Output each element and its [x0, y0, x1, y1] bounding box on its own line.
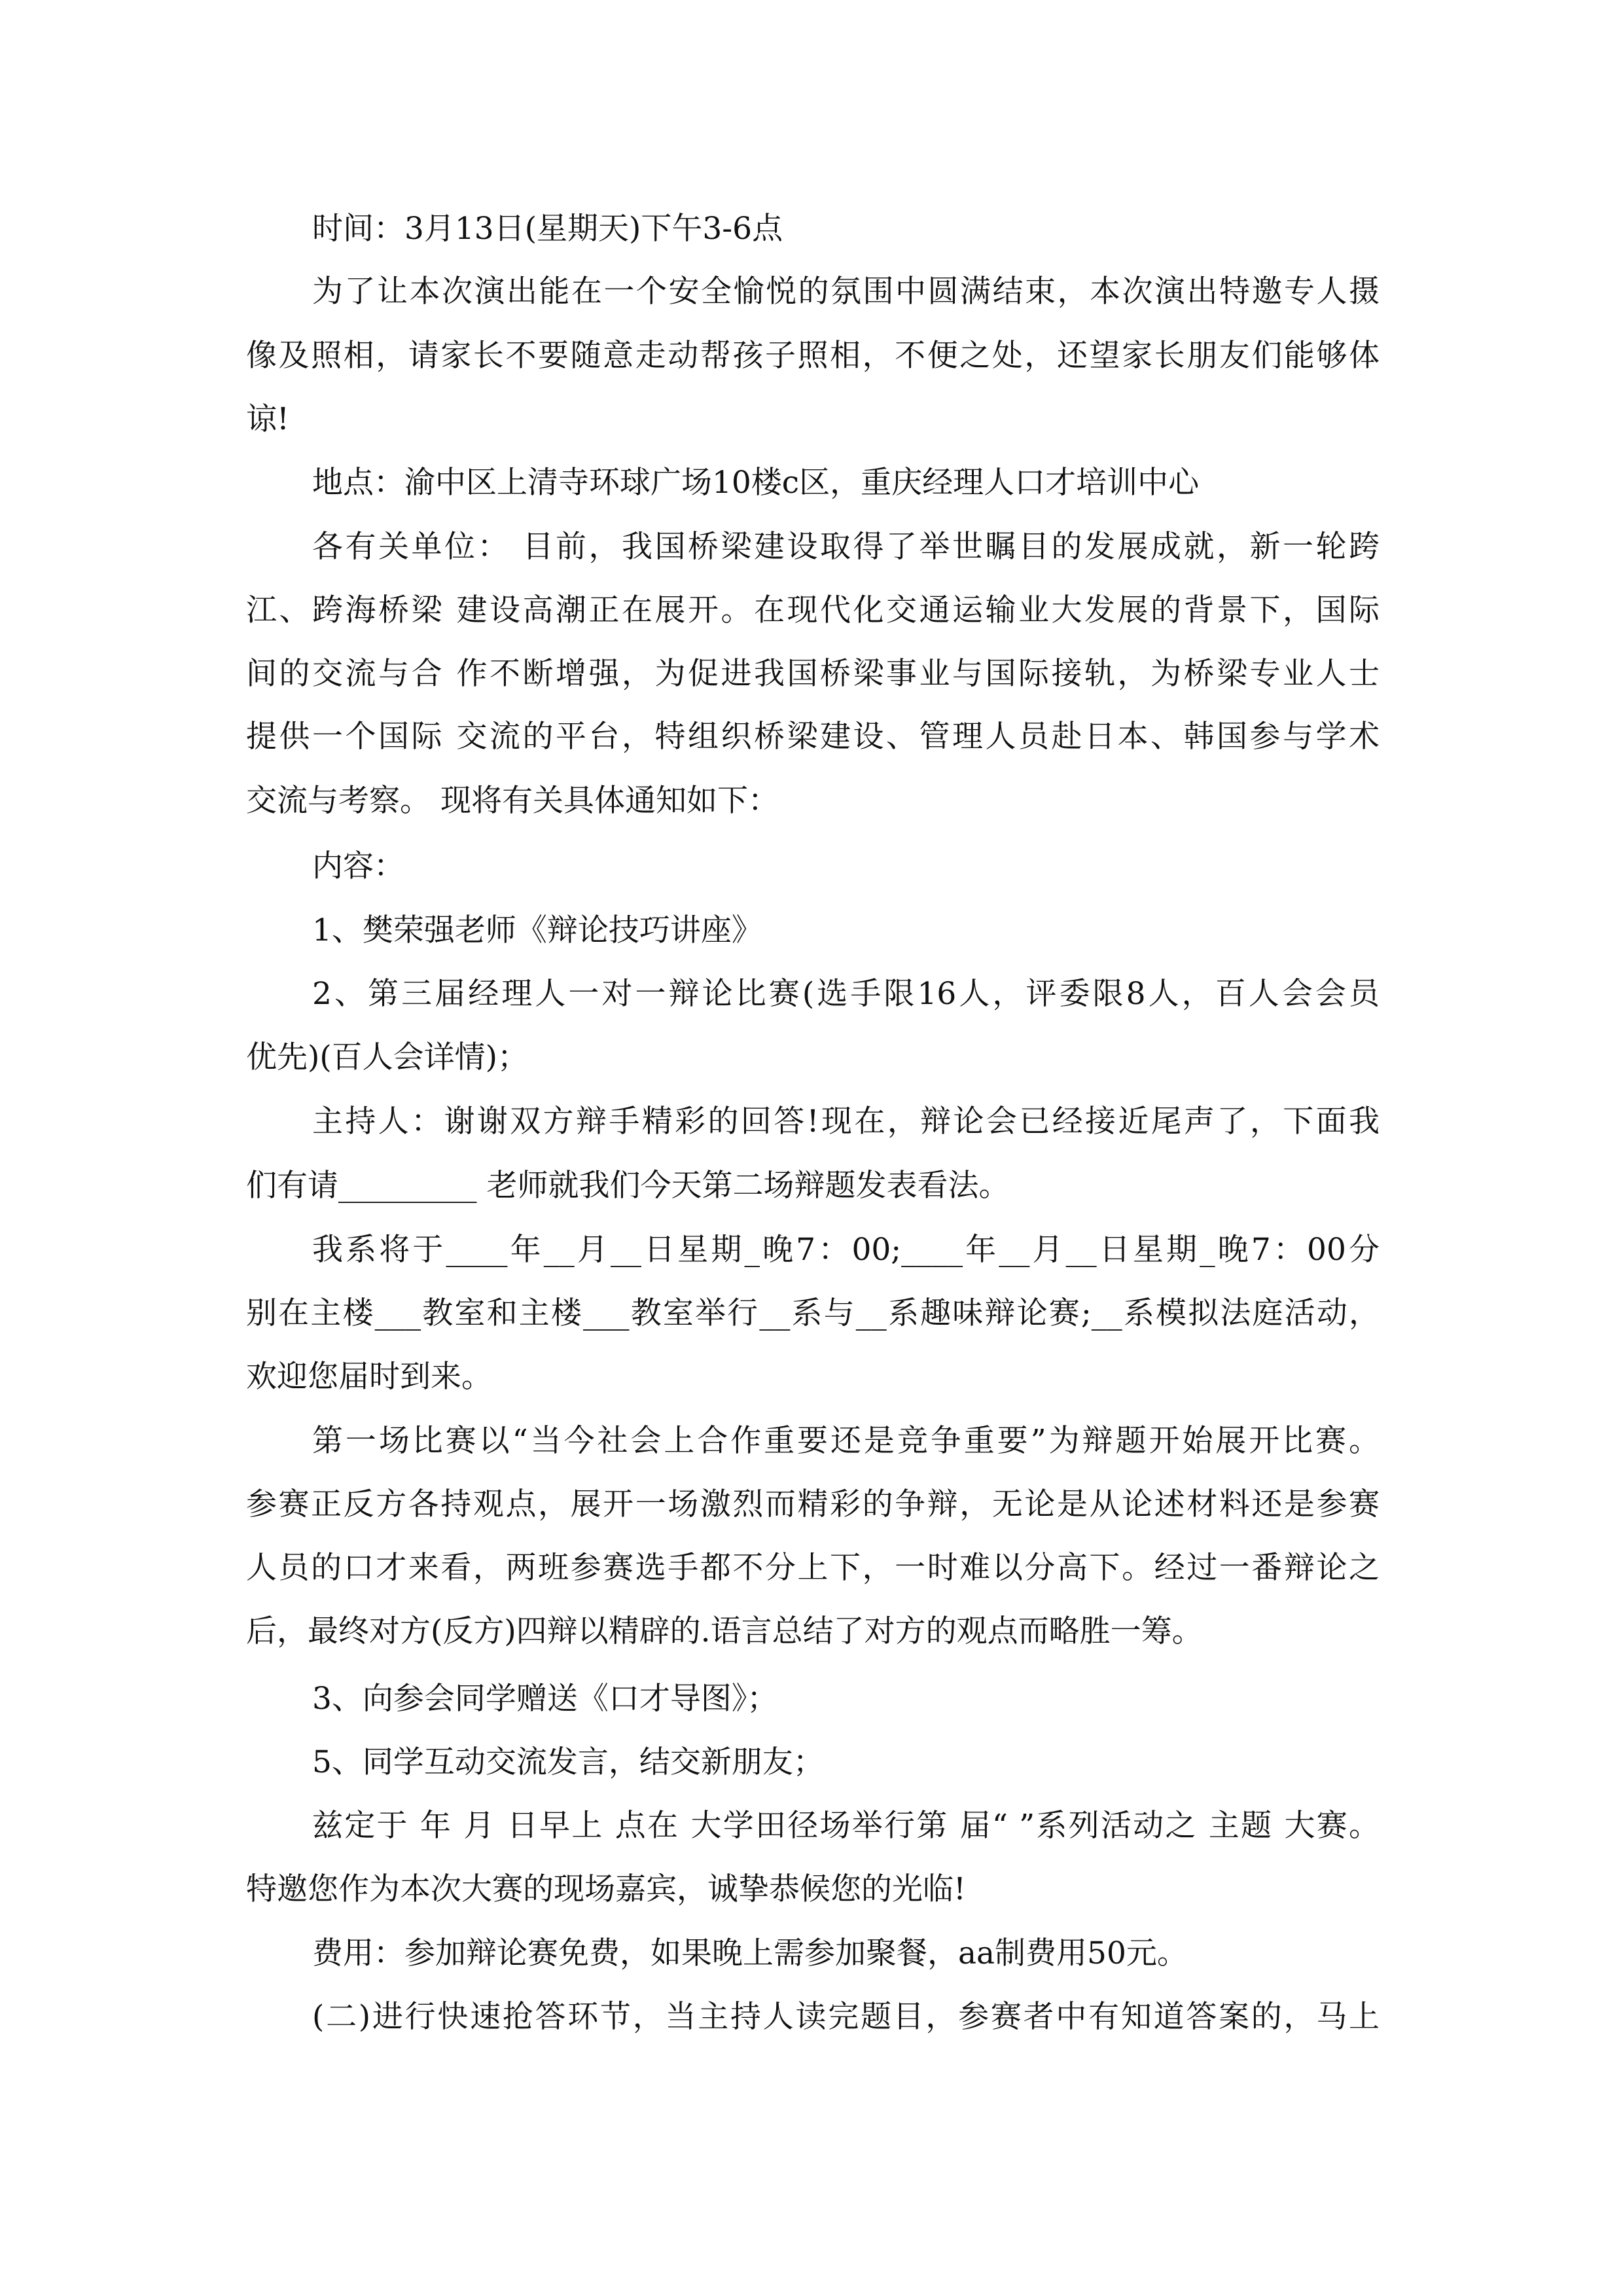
paragraph-line: 1、樊荣强老师《辩论技巧讲座》 — [312, 912, 762, 948]
paragraph-line: 间的交流与合 作不断增强，为促进我国桥梁事业与国际接轨，为桥梁专业人士 — [246, 656, 1380, 692]
paragraph-line: 谅! — [246, 401, 289, 437]
paragraph-line: (二)进行快速抢答环节，当主持人读完题目，参赛者中有知道答案的，马上 — [312, 1999, 1380, 2035]
paragraph-line: 我系将于____年__月__日星期_晚7：00;____年__月__日星期_晚7：00分 — [312, 1232, 1380, 1268]
paragraph-line: 交流与考察。 现将有关具体通知如下： — [246, 783, 779, 819]
paragraph-line: 时间：3月13日(星期天)下午3-6点 — [312, 211, 783, 247]
paragraph-line: 参赛正反方各持观点，展开一场激烈而精彩的争辩，无论是从论述材料还是参赛 — [246, 1486, 1380, 1522]
paragraph-line: 费用：参加辩论赛免费，如果晚上需参加聚餐，aa制费用50元。 — [312, 1935, 1188, 1971]
paragraph-line: 提供一个国际 交流的平台，特组织桥梁建设、管理人员赴日本、韩国参与学术 — [246, 719, 1380, 755]
paragraph-line: 地点：渝中区上清寺环球广场10楼c区，重庆经理人口才培训中心 — [312, 465, 1200, 501]
paragraph-line: 兹定于 年 月 日早上 点在 大学田径场举行第 届“ ”系列活动之 主题 大赛。 — [312, 1808, 1380, 1844]
paragraph-line: 特邀您作为本次大赛的现场嘉宾，诚挚恭候您的光临! — [246, 1871, 966, 1907]
paragraph-line: 3、向参会同学赠送《口才导图》； — [312, 1681, 778, 1717]
paragraph-line: 别在主楼___教室和主楼___教室举行__系与__系趣味辩论赛;__系模拟法庭活动， — [246, 1295, 1380, 1331]
paragraph-line: 像及照相，请家长不要随意走动帮孩子照相，不便之处，还望家长朋友们能够体 — [246, 338, 1380, 374]
paragraph-line: 内容： — [312, 848, 404, 884]
paragraph-line: 主持人：谢谢双方辩手精彩的回答!现在，辩论会已经接近尾声了，下面我 — [312, 1103, 1380, 1139]
paragraph-line: 们有请_________ 老师就我们今天第二场辩题发表看法。 — [246, 1168, 1010, 1204]
paragraph-line: 欢迎您届时到来。 — [246, 1359, 492, 1395]
paragraph-line: 2、第三届经理人一对一辩论比赛(选手限16人，评委限8人，百人会会员 — [312, 976, 1380, 1012]
paragraph-line: 后，最终对方(反方)四辩以精辟的.语言总结了对方的观点而略胜一筹。 — [246, 1613, 1203, 1649]
paragraph-line: 为了让本次演出能在一个安全愉悦的氛围中圆满结束，本次演出特邀专人摄 — [312, 274, 1380, 310]
paragraph-line: 优先)(百人会详情)； — [246, 1039, 529, 1075]
paragraph-line: 人员的口才来看，两班参赛选手都不分上下，一时难以分高下。经过一番辩论之 — [246, 1550, 1380, 1586]
paragraph-line: 各有关单位： 目前，我国桥梁建设取得了举世瞩目的发展成就，新一轮跨 — [312, 529, 1380, 565]
paragraph-line: 5、同学互动交流发言，结交新朋友； — [312, 1744, 824, 1780]
paragraph-line: 江、跨海桥梁 建设高潮正在展开。在现代化交通运输业大发展的背景下，国际 — [246, 592, 1380, 628]
paragraph-line: 第一场比赛以“当今社会上合作重要还是竞争重要”为辩题开始展开比赛。 — [312, 1423, 1380, 1459]
